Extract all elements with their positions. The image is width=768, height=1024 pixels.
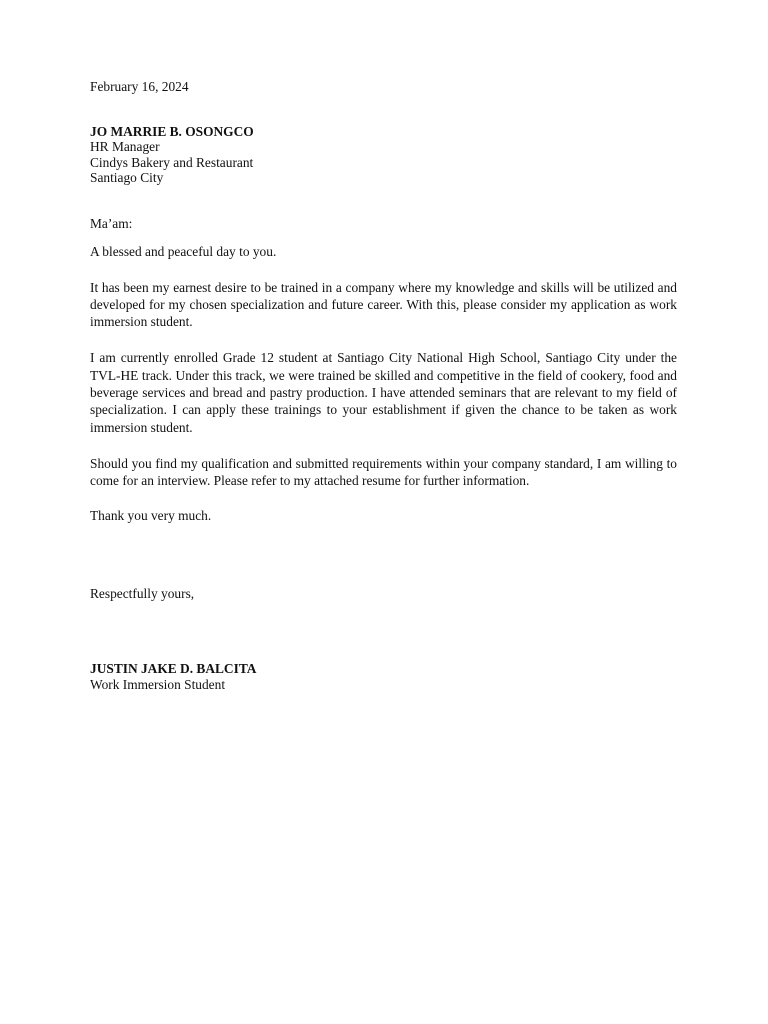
- closing-line: Respectfully yours,: [90, 585, 195, 601]
- body-paragraph-2: I am currently enrolled Grade 12 student at Santiago City National High School, Santiago City under the TVL-HE track. Under this track, we were trained be skilled and competitive in the field of cookery, food and beverage services and bread and pastry production. I have attended seminars that are relevant to my field of specialization. I can apply these trainings to your establishment if given the chance to be taken as work immersion student.: [90, 350, 677, 435]
- recipient-city: Santiago City: [90, 170, 164, 185]
- recipient-name: JO MARRIE B. OSONGCO: [90, 123, 254, 139]
- greeting: A blessed and peaceful day to you.: [90, 244, 277, 259]
- salutation: Ma’am:: [90, 215, 133, 231]
- sender-name: JUSTIN JAKE D. BALCITA: [90, 661, 257, 677]
- recipient-block: [90, 124, 677, 186]
- letter-page: [90, 79, 677, 692]
- thanks-line: Thank you very much.: [90, 508, 212, 524]
- recipient-company: Cindys Bakery and Restaurant: [90, 154, 254, 170]
- sender-title: Work Immersion Student: [90, 676, 226, 692]
- letter-date: February 16, 2024: [90, 79, 189, 94]
- recipient-title: HR Manager: [90, 139, 160, 154]
- body-paragraph-1: It has been my earnest desire to be trained in a company where my knowledge and skills will be utilized and developed for my chosen specialization and future career. With this, please consider my application as work immersion student.: [90, 279, 677, 330]
- signature-block: [90, 661, 677, 692]
- body-paragraph-3: Should you find my qualification and submitted requirements within your company standard, I am willing to come for an interview. Please refer to my attached resume for further information.: [90, 455, 677, 489]
